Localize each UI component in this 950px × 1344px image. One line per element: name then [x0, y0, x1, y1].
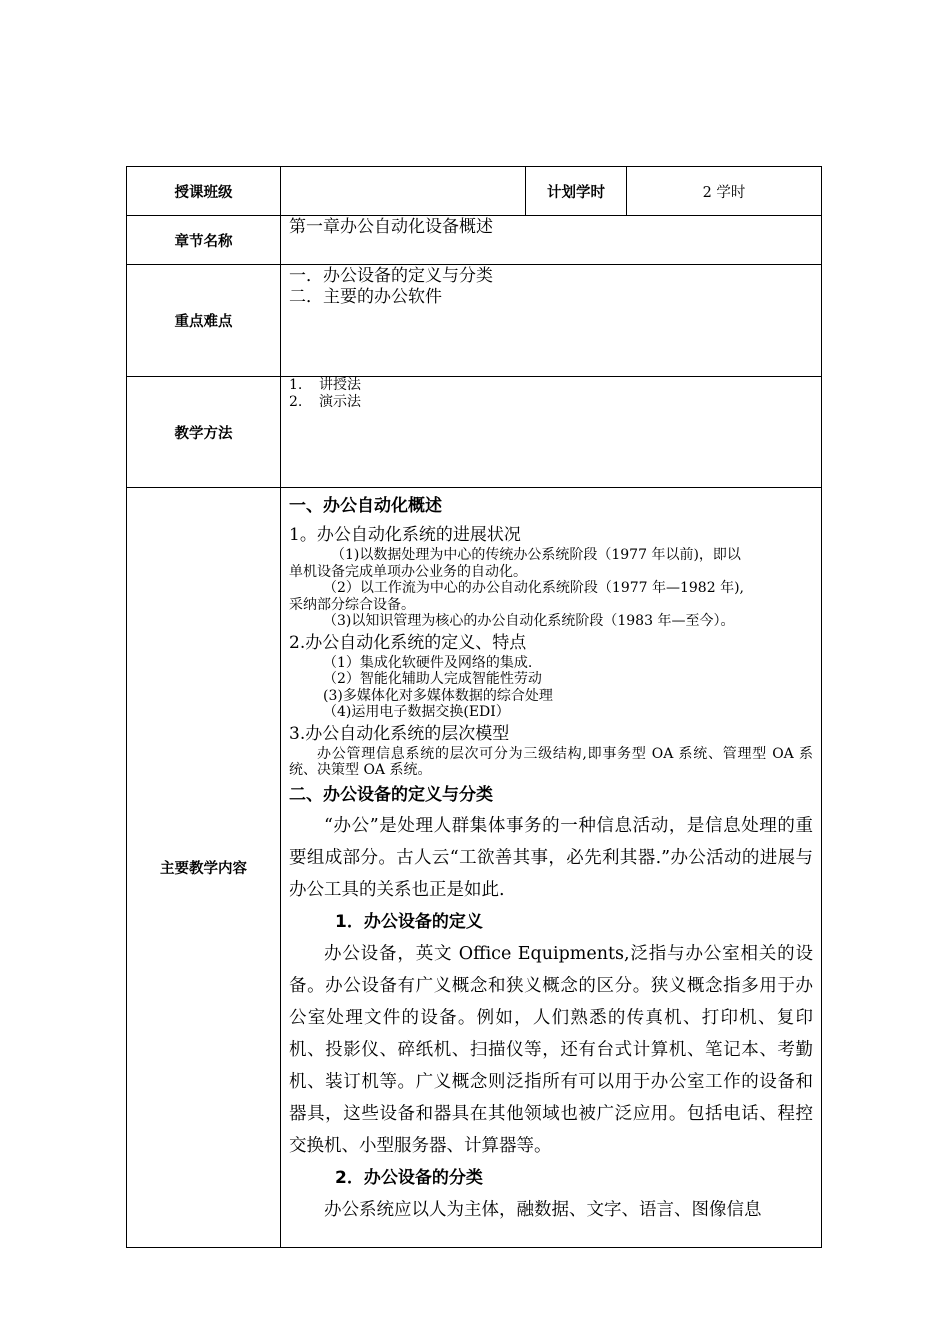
hours-label: 计划学时 — [526, 167, 627, 216]
section-2-item: （1）集成化软硬件及网络的集成. — [323, 654, 533, 671]
subheading-definition: 1．办公设备的定义 — [335, 911, 483, 932]
focus-label: 重点难点 — [127, 265, 281, 377]
method-cell — [281, 377, 822, 488]
section-1-para: 单机设备完成单项办公业务的自动化。 — [289, 563, 527, 580]
class-value — [281, 167, 526, 216]
section-2-item: (3)多媒体化对多媒体数据的综合处理 — [323, 687, 553, 704]
chapter-cell — [281, 216, 822, 265]
focus-item: 二．主要的办公软件 — [289, 287, 442, 307]
class-label: 授课班级 — [127, 167, 281, 216]
section-2-item: （2）智能化辅助人完成智能性劳动 — [323, 671, 542, 687]
section-3-para: 办公管理信息系统的层次可分为三级结构,即事务型 OA 系统、管理型 OA 系统、决策型 OA 系统。 — [289, 745, 813, 778]
focus-item: 一．办公设备的定义与分类 — [289, 266, 493, 286]
classification-paragraph: 办公系统应以人为主体，融数据、文字、语言、图像信息 — [324, 1199, 762, 1220]
method-item: 1. 讲授法 — [289, 377, 361, 393]
section-1-para: （1)以数据处理为中心的传统办公系统阶段（1977 年以前)，即以 — [331, 547, 741, 563]
hours-value: 2 学时 — [627, 167, 822, 216]
heading-equipment-definition: 二、办公设备的定义与分类 — [289, 784, 493, 805]
section-2-title: 2.办公自动化系统的定义、特点 — [289, 632, 527, 653]
method-item: 2. 演示法 — [289, 393, 361, 410]
definition-paragraph: 办公设备，英文 Office Equipments,泛指与办公室相关的设备。办公设备有广义概念和狭义概念的区分。狭义概念指多用于办公室处理文件的设备。例如，人们熟悉的传真机、打印机、复印机、投影仪、碎纸机、扫描仪等，还有台式计算机、笔记本、考勤机、装订机等。广义概念则泛指所有可以用于办公室工作的设备和器具，这些设备和器具在其他领域也被广泛应用。包括电话、程控交换机、小型服务器、计算器等。 — [289, 943, 813, 1156]
heading-automation-overview: 一、办公自动化概述 — [289, 496, 442, 516]
subheading-classification: 2．办公设备的分类 — [335, 1167, 483, 1188]
chapter-value: 第一章办公自动化设备概述 — [289, 217, 493, 237]
section-1-title: 1。办公自动化系统的进展状况 — [289, 525, 521, 545]
section-1-para: （2）以工作流为中心的办公自动化系统阶段（1977 年—1982 年), — [323, 580, 744, 596]
office-paragraph: “办公”是处理人群集体事务的一种信息活动，是信息处理的重要组成部分。古人云“工欲善其事，必先利其器.”办公活动的进展与办公工具的关系也正是如此. — [289, 815, 813, 900]
focus-cell — [281, 265, 822, 377]
section-3-title: 3.办公自动化系统的层次模型 — [289, 723, 510, 744]
chapter-label: 章节名称 — [127, 216, 281, 265]
section-1-para: （3)以知识管理为核心的办公自动化系统阶段（1983 年—至今）。 — [323, 613, 735, 629]
section-1-para: 采纳部分综合设备。 — [289, 596, 415, 613]
section-2-item: （4)运用电子数据交换(EDI） — [323, 704, 510, 720]
content-cell — [281, 488, 822, 1248]
content-label: 主要教学内容 — [127, 488, 281, 1248]
method-label: 教学方法 — [127, 377, 281, 488]
lesson-plan-table — [126, 166, 822, 1248]
